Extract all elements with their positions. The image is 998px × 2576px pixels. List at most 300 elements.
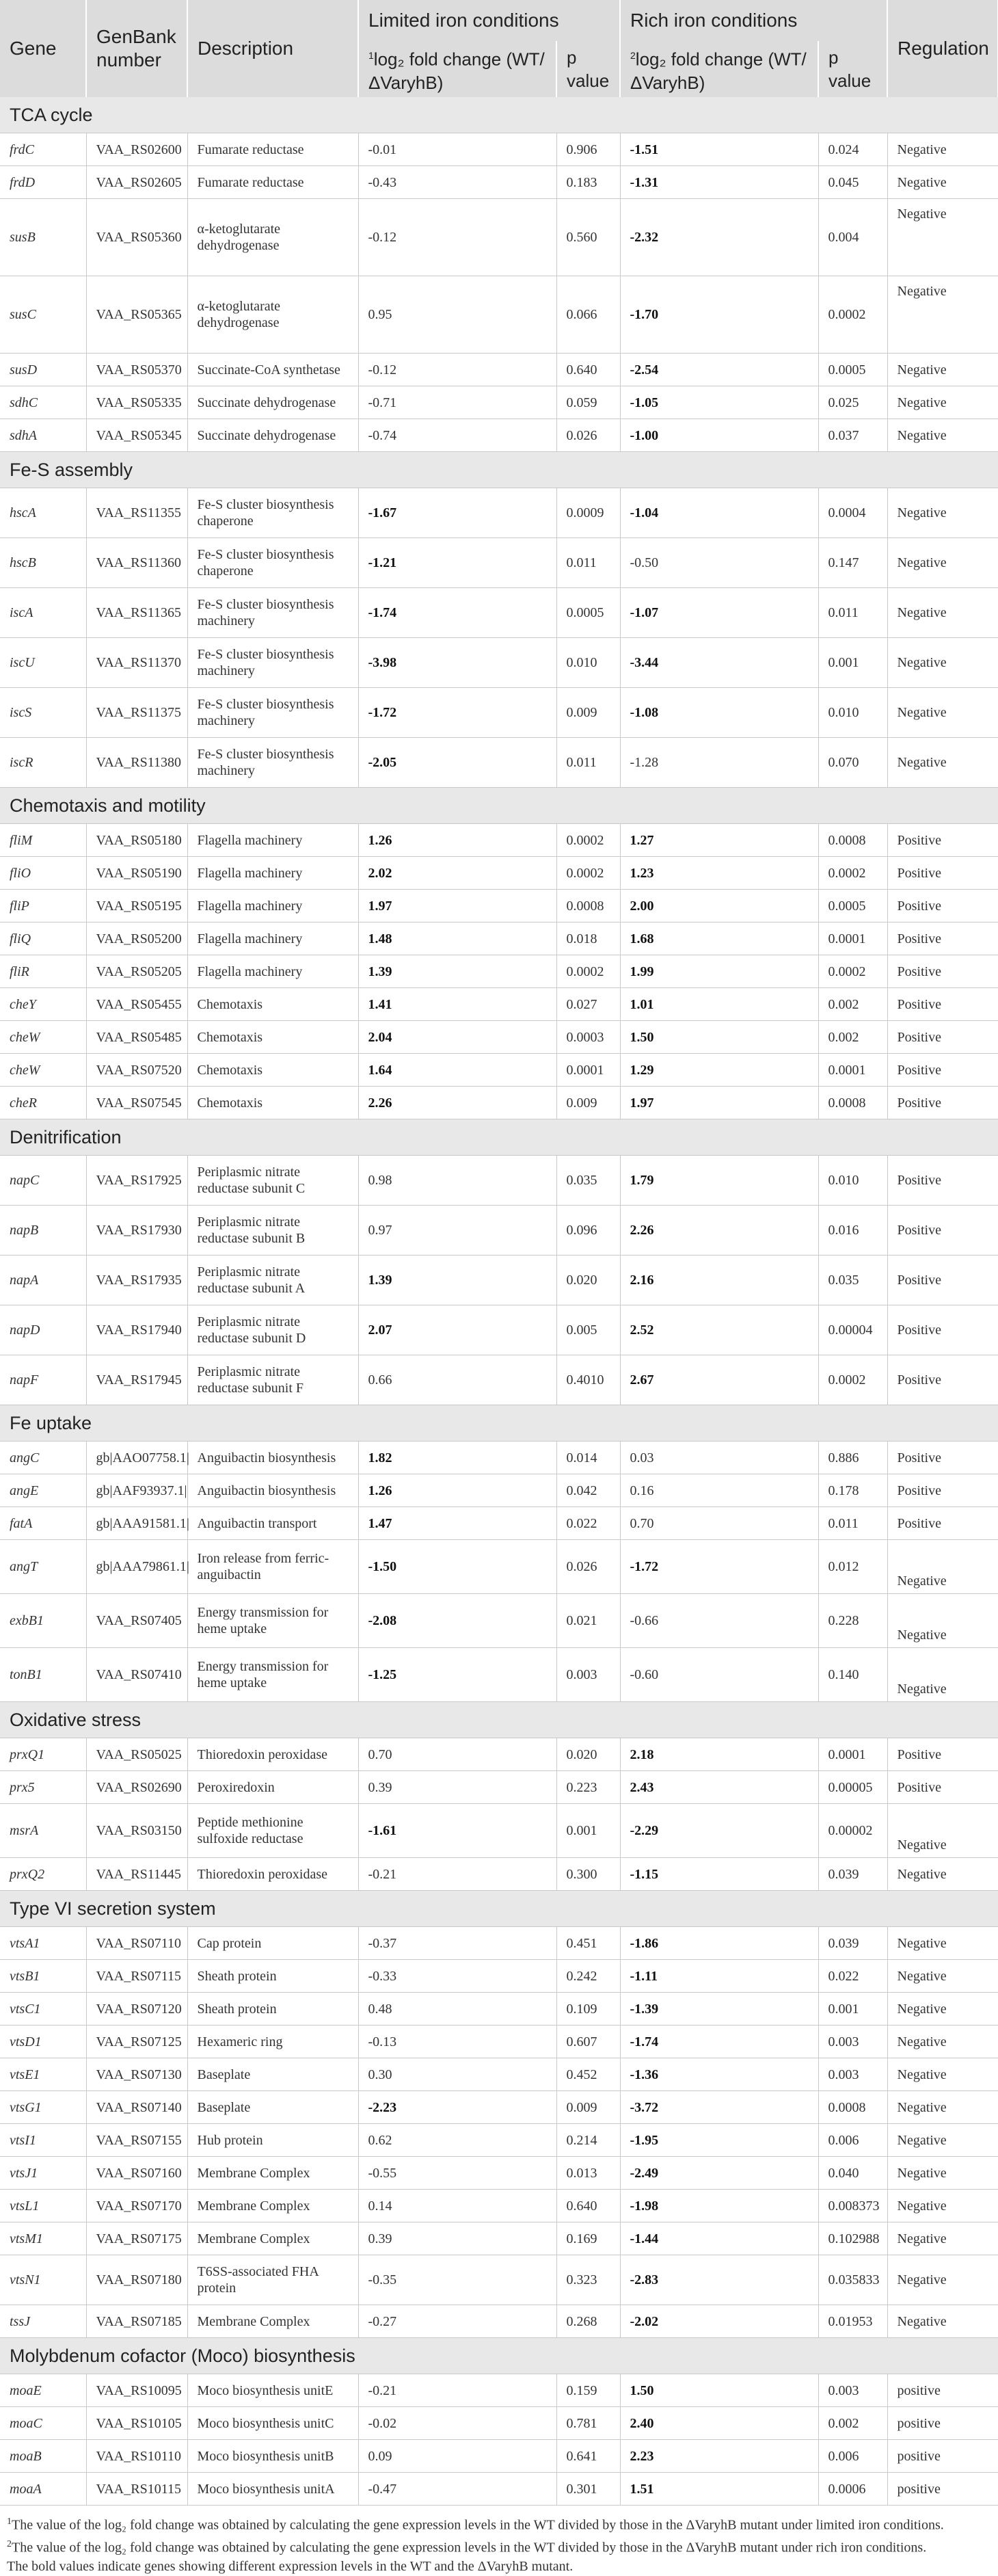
limited-fold-change-cell: 0.95 [358, 276, 556, 354]
genbank-cell: VAA_RS11375 [86, 688, 187, 738]
limited-fold-change-cell: -0.43 [358, 166, 556, 199]
gene-cell: vtsB1 [0, 1960, 86, 1993]
limited-p-value-cell: 0.242 [556, 1960, 620, 1993]
gene-cell: susB [0, 199, 86, 276]
rich-p-value-cell: 0.010 [818, 688, 887, 738]
limited-p-value-cell: 0.009 [556, 1087, 620, 1119]
limited-fold-change-cell: -1.25 [358, 1648, 556, 1702]
rich-fold-change-cell: 1.50 [620, 2374, 818, 2407]
gene-cell: angT [0, 1540, 86, 1594]
section-header [0, 1405, 998, 1442]
table-row [0, 1087, 998, 1119]
section-title: TCA cycle [0, 97, 998, 133]
limited-fold-change-cell: 1.97 [358, 890, 556, 922]
description-cell: Energy transmission for heme uptake [187, 1648, 358, 1702]
table-row [0, 1355, 998, 1405]
limited-fold-change-cell: 0.14 [358, 2190, 556, 2222]
limited-fold-change-cell: 0.66 [358, 1355, 556, 1405]
limited-p-value-cell: 0.214 [556, 2124, 620, 2157]
gene-cell: susD [0, 354, 86, 386]
limited-fold-change-cell: -2.08 [358, 1594, 556, 1648]
limited-fold-change-cell: 1.64 [358, 1054, 556, 1087]
gene-cell: prxQ2 [0, 1858, 86, 1891]
limited-p-value-cell: 0.109 [556, 1993, 620, 2026]
regulation-cell: Positive [887, 824, 998, 857]
regulation-cell: Positive [887, 1771, 998, 1804]
genbank-cell: gb|AAA79861.1| [86, 1540, 187, 1594]
rich-fold-change-cell: 2.18 [620, 1738, 818, 1771]
description-cell: Membrane Complex [187, 2190, 358, 2222]
rich-p-value-cell: 0.0002 [818, 1355, 887, 1405]
limited-p-value-cell: 0.013 [556, 2157, 620, 2190]
limited-p-value-cell: 0.020 [556, 1738, 620, 1771]
limited-p-value-cell: 0.0005 [556, 588, 620, 638]
genbank-cell: VAA_RS10110 [86, 2440, 187, 2473]
rich-p-value-cell: 0.002 [818, 1021, 887, 1054]
rich-p-value-cell: 0.0004 [818, 488, 887, 538]
limited-p-value-cell: 0.059 [556, 386, 620, 419]
rich-p-value-cell: 0.002 [818, 2407, 887, 2440]
rich-p-value-cell: 0.0008 [818, 1087, 887, 1119]
section-header [0, 1119, 998, 1156]
regulation-cell: Negative [887, 1648, 998, 1702]
gene-cell: angE [0, 1474, 86, 1507]
rich-fold-change-cell: 2.00 [620, 890, 818, 922]
regulation-cell: Negative [887, 488, 998, 538]
gene-cell: vtsA1 [0, 1927, 86, 1960]
gene-cell: iscA [0, 588, 86, 638]
limited-fold-change-cell: 1.39 [358, 1256, 556, 1305]
gene-cell: frdC [0, 133, 86, 166]
limited-fold-change-cell: -0.13 [358, 2026, 556, 2058]
limited-fold-change-cell: 0.97 [358, 1206, 556, 1256]
section-title: Fe uptake [0, 1405, 998, 1442]
description-cell: Chemotaxis [187, 1054, 358, 1087]
rich-p-value-cell: 0.004 [818, 199, 887, 276]
regulation-cell: Positive [887, 857, 998, 890]
genbank-cell: VAA_RS05485 [86, 1021, 187, 1054]
gene-cell: napD [0, 1305, 86, 1355]
header-limited-fold-change: $^1$log₂ fold change (WT/ΔVaryhB) [358, 41, 556, 97]
limited-p-value-cell: 0.159 [556, 2374, 620, 2407]
table-row [0, 133, 998, 166]
table-row [0, 538, 998, 588]
description-cell: Hub protein [187, 2124, 358, 2157]
regulation-cell: Negative [887, 2026, 998, 2058]
rich-p-value-cell: 0.102988 [818, 2222, 887, 2255]
gene-cell: cheW [0, 1054, 86, 1087]
description-cell: Iron release from ferric-anguibactin [187, 1540, 358, 1594]
genbank-cell: VAA_RS17945 [86, 1355, 187, 1405]
description-cell: Moco biosynthesis unitC [187, 2407, 358, 2440]
gene-cell: vtsI1 [0, 2124, 86, 2157]
genbank-cell: VAA_RS11365 [86, 588, 187, 638]
genbank-cell: VAA_RS07170 [86, 2190, 187, 2222]
table-row [0, 1804, 998, 1858]
rich-fold-change-cell: -3.72 [620, 2091, 818, 2124]
regulation-cell: Negative [887, 166, 998, 199]
gene-cell: napB [0, 1206, 86, 1256]
description-cell: Periplasmic nitrate reductase subunit B [187, 1206, 358, 1256]
limited-fold-change-cell: -0.71 [358, 386, 556, 419]
rich-p-value-cell: 0.037 [818, 419, 887, 452]
gene-cell: vtsN1 [0, 2255, 86, 2305]
header-genbank: GenBank number [86, 0, 187, 97]
genbank-cell: VAA_RS17935 [86, 1256, 187, 1305]
limited-fold-change-cell: -1.50 [358, 1540, 556, 1594]
genbank-cell: gb|AAO07758.1| [86, 1442, 187, 1474]
regulation-cell: Positive [887, 1442, 998, 1474]
regulation-cell: Negative [887, 738, 998, 788]
footnote: $^1$The value of the log₂ fold change was obtained by calculating the gene expression levels in the WT divided by those in the ΔVaryhB mutant under limited iron conditions. [7, 2517, 944, 2533]
description-cell: Flagella machinery [187, 955, 358, 988]
regulation-cell: Positive [887, 1305, 998, 1355]
rich-fold-change-cell: -1.15 [620, 1858, 818, 1891]
description-cell: Peptide methionine sulfoxide reductase [187, 1804, 358, 1858]
description-cell: Thioredoxin peroxidase [187, 1858, 358, 1891]
table-row [0, 1993, 998, 2026]
description-cell: Hexameric ring [187, 2026, 358, 2058]
table-row [0, 166, 998, 199]
rich-fold-change-cell: 1.29 [620, 1054, 818, 1087]
rich-fold-change-cell: -1.11 [620, 1960, 818, 1993]
description-cell: Baseplate [187, 2091, 358, 2124]
limited-p-value-cell: 0.300 [556, 1858, 620, 1891]
rich-p-value-cell: 0.040 [818, 2157, 887, 2190]
genbank-cell: VAA_RS17930 [86, 1206, 187, 1256]
table-row [0, 955, 998, 988]
limited-p-value-cell: 0.011 [556, 738, 620, 788]
header-gene: Gene [0, 0, 86, 97]
description-cell: Flagella machinery [187, 857, 358, 890]
genbank-cell: VAA_RS17925 [86, 1156, 187, 1206]
rich-p-value-cell: 0.024 [818, 133, 887, 166]
limited-fold-change-cell: 1.47 [358, 1507, 556, 1540]
limited-fold-change-cell: -0.33 [358, 1960, 556, 1993]
rich-p-value-cell: 0.001 [818, 638, 887, 688]
limited-p-value-cell: 0.451 [556, 1927, 620, 1960]
gene-cell: susC [0, 276, 86, 354]
description-cell: Periplasmic nitrate reductase subunit F [187, 1355, 358, 1405]
description-cell: Baseplate [187, 2058, 358, 2091]
limited-fold-change-cell: 0.70 [358, 1738, 556, 1771]
regulation-cell: positive [887, 2374, 998, 2407]
rich-p-value-cell: 0.0001 [818, 922, 887, 955]
description-cell: Fe-S cluster biosynthesis machinery [187, 688, 358, 738]
regulation-cell: Negative [887, 133, 998, 166]
limited-fold-change-cell: 0.98 [358, 1156, 556, 1206]
regulation-cell: positive [887, 2473, 998, 2506]
section-header [0, 1702, 998, 1738]
table-row [0, 824, 998, 857]
description-cell: Membrane Complex [187, 2305, 358, 2338]
gene-cell: fliQ [0, 922, 86, 955]
rich-p-value-cell: 0.008373 [818, 2190, 887, 2222]
gene-cell: prx5 [0, 1771, 86, 1804]
limited-fold-change-cell: -0.74 [358, 419, 556, 452]
rich-fold-change-cell: -2.54 [620, 354, 818, 386]
gene-cell: cheY [0, 988, 86, 1021]
rich-p-value-cell: 0.011 [818, 1507, 887, 1540]
genbank-cell: VAA_RS03150 [86, 1804, 187, 1858]
rich-fold-change-cell: 1.79 [620, 1156, 818, 1206]
rich-fold-change-cell: 2.23 [620, 2440, 818, 2473]
gene-cell: angC [0, 1442, 86, 1474]
limited-fold-change-cell: -0.12 [358, 354, 556, 386]
genbank-cell: VAA_RS07115 [86, 1960, 187, 1993]
rich-fold-change-cell: -2.02 [620, 2305, 818, 2338]
rich-fold-change-cell: 0.70 [620, 1507, 818, 1540]
gene-cell: vtsG1 [0, 2091, 86, 2124]
table-row [0, 276, 998, 354]
description-cell: Flagella machinery [187, 824, 358, 857]
description-cell: Moco biosynthesis unitE [187, 2374, 358, 2407]
genbank-cell: VAA_RS07175 [86, 2222, 187, 2255]
rich-fold-change-cell: -0.50 [620, 538, 818, 588]
limited-p-value-cell: 0.607 [556, 2026, 620, 2058]
gene-cell: cheW [0, 1021, 86, 1054]
limited-fold-change-cell: 1.48 [358, 922, 556, 955]
limited-fold-change-cell: 1.39 [358, 955, 556, 988]
description-cell: Fe-S cluster biosynthesis machinery [187, 588, 358, 638]
rich-fold-change-cell: 1.99 [620, 955, 818, 988]
rich-fold-change-cell: -2.29 [620, 1804, 818, 1858]
limited-fold-change-cell: -3.98 [358, 638, 556, 688]
genbank-cell: VAA_RS07185 [86, 2305, 187, 2338]
table-row [0, 386, 998, 419]
limited-p-value-cell: 0.009 [556, 688, 620, 738]
limited-fold-change-cell: 1.26 [358, 1474, 556, 1507]
rich-p-value-cell: 0.011 [818, 588, 887, 638]
genbank-cell: gb|AAF93937.1| [86, 1474, 187, 1507]
rich-p-value-cell: 0.045 [818, 166, 887, 199]
limited-fold-change-cell: 1.41 [358, 988, 556, 1021]
rich-fold-change-cell: -1.39 [620, 1993, 818, 2026]
section-header [0, 452, 998, 488]
limited-p-value-cell: 0.0003 [556, 1021, 620, 1054]
description-cell: Succinate-CoA synthetase [187, 354, 358, 386]
genbank-cell: VAA_RS05345 [86, 419, 187, 452]
genbank-cell: VAA_RS11445 [86, 1858, 187, 1891]
rich-p-value-cell: 0.039 [818, 1858, 887, 1891]
description-cell: Thioredoxin peroxidase [187, 1738, 358, 1771]
footnote: $^2$The value of the log₂ fold change was obtained by calculating the gene expression levels in the WT divided by those in the ΔVaryhB mutant under rich iron conditions. [7, 2538, 927, 2555]
genbank-cell: VAA_RS07180 [86, 2255, 187, 2305]
gene-cell: prxQ1 [0, 1738, 86, 1771]
rich-fold-change-cell: -1.28 [620, 738, 818, 788]
limited-fold-change-cell: 0.09 [358, 2440, 556, 2473]
rich-p-value-cell: 0.0005 [818, 890, 887, 922]
table-row [0, 1474, 998, 1507]
gene-cell: tssJ [0, 2305, 86, 2338]
limited-fold-change-cell: -0.02 [358, 2407, 556, 2440]
description-cell: Chemotaxis [187, 988, 358, 1021]
table-row [0, 1054, 998, 1087]
rich-p-value-cell: 0.022 [818, 1960, 887, 1993]
gene-cell: hscB [0, 538, 86, 588]
rich-p-value-cell: 0.003 [818, 2058, 887, 2091]
rich-p-value-cell: 0.003 [818, 2374, 887, 2407]
table-row [0, 2407, 998, 2440]
table-row [0, 2222, 998, 2255]
description-cell: Fe-S cluster biosynthesis chaperone [187, 538, 358, 588]
genbank-cell: VAA_RS07545 [86, 1087, 187, 1119]
rich-p-value-cell: 0.886 [818, 1442, 887, 1474]
section-header [0, 788, 998, 824]
limited-fold-change-cell: -1.67 [358, 488, 556, 538]
genbank-cell: VAA_RS11380 [86, 738, 187, 788]
rich-p-value-cell: 0.070 [818, 738, 887, 788]
description-cell: Periplasmic nitrate reductase subunit D [187, 1305, 358, 1355]
table-row [0, 2091, 998, 2124]
description-cell: Cap protein [187, 1927, 358, 1960]
limited-p-value-cell: 0.183 [556, 166, 620, 199]
regulation-cell: Negative [887, 276, 998, 354]
table-row [0, 2190, 998, 2222]
limited-fold-change-cell: -1.74 [358, 588, 556, 638]
rich-fold-change-cell: -1.74 [620, 2026, 818, 2058]
genbank-cell: gb|AAA91581.1| [86, 1507, 187, 1540]
rich-p-value-cell: 0.001 [818, 1993, 887, 2026]
section-title: Chemotaxis and motility [0, 788, 998, 824]
rich-fold-change-cell: -2.83 [620, 2255, 818, 2305]
gene-cell: napF [0, 1355, 86, 1405]
rich-p-value-cell: 0.012 [818, 1540, 887, 1594]
table-row [0, 354, 998, 386]
rich-fold-change-cell: 2.52 [620, 1305, 818, 1355]
header-rich-p-value: p value [818, 41, 887, 97]
limited-p-value-cell: 0.640 [556, 2190, 620, 2222]
table-row [0, 2305, 998, 2338]
regulation-cell: positive [887, 2407, 998, 2440]
description-cell: Anguibactin biosynthesis [187, 1442, 358, 1474]
genbank-cell: VAA_RS05205 [86, 955, 187, 988]
table-row [0, 1442, 998, 1474]
rich-fold-change-cell: 2.16 [620, 1256, 818, 1305]
rich-p-value-cell: 0.006 [818, 2440, 887, 2473]
description-cell: Flagella machinery [187, 922, 358, 955]
rich-fold-change-cell: -1.31 [620, 166, 818, 199]
description-cell: Membrane Complex [187, 2222, 358, 2255]
gene-cell: msrA [0, 1804, 86, 1858]
genbank-cell: VAA_RS11360 [86, 538, 187, 588]
rich-fold-change-cell: 1.51 [620, 2473, 818, 2506]
gene-cell: napA [0, 1256, 86, 1305]
rich-fold-change-cell: 0.03 [620, 1442, 818, 1474]
gene-cell: fatA [0, 1507, 86, 1540]
limited-fold-change-cell: -0.47 [358, 2473, 556, 2506]
description-cell: Moco biosynthesis unitB [187, 2440, 358, 2473]
regulation-cell: Positive [887, 890, 998, 922]
header-regulation: Regulation [887, 0, 998, 97]
description-cell: Succinate dehydrogenase [187, 419, 358, 452]
limited-p-value-cell: 0.906 [556, 133, 620, 166]
rich-p-value-cell: 0.0001 [818, 1738, 887, 1771]
table-row [0, 922, 998, 955]
rich-fold-change-cell: -1.07 [620, 588, 818, 638]
rich-fold-change-cell: -0.66 [620, 1594, 818, 1648]
genbank-cell: VAA_RS02605 [86, 166, 187, 199]
section-header [0, 97, 998, 133]
regulation-cell: Negative [887, 2058, 998, 2091]
rich-fold-change-cell: 1.68 [620, 922, 818, 955]
limited-p-value-cell: 0.027 [556, 988, 620, 1021]
regulation-cell: Positive [887, 988, 998, 1021]
limited-p-value-cell: 0.781 [556, 2407, 620, 2440]
rich-p-value-cell: 0.140 [818, 1648, 887, 1702]
limited-p-value-cell: 0.020 [556, 1256, 620, 1305]
description-cell: Membrane Complex [187, 2157, 358, 2190]
regulation-cell: Negative [887, 1960, 998, 1993]
genbank-cell: VAA_RS02600 [86, 133, 187, 166]
genbank-cell: VAA_RS07405 [86, 1594, 187, 1648]
rich-p-value-cell: 0.010 [818, 1156, 887, 1206]
table-row [0, 1771, 998, 1804]
gene-cell: fliO [0, 857, 86, 890]
gene-cell: vtsJ1 [0, 2157, 86, 2190]
genbank-cell: VAA_RS17940 [86, 1305, 187, 1355]
regulation-cell: Negative [887, 354, 998, 386]
gene-cell: vtsL1 [0, 2190, 86, 2222]
section-title: Denitrification [0, 1119, 998, 1156]
limited-p-value-cell: 0.0002 [556, 857, 620, 890]
genbank-cell: VAA_RS07520 [86, 1054, 187, 1087]
limited-p-value-cell: 0.066 [556, 276, 620, 354]
genbank-cell: VAA_RS02690 [86, 1771, 187, 1804]
regulation-cell: Positive [887, 1355, 998, 1405]
regulation-cell: Positive [887, 955, 998, 988]
table-row [0, 588, 998, 638]
genbank-cell: VAA_RS05195 [86, 890, 187, 922]
section-title: Type VI secretion system [0, 1891, 998, 1927]
description-cell: α-ketoglutarate dehydrogenase [187, 276, 358, 354]
table-row [0, 2124, 998, 2157]
description-cell: Energy transmission for heme uptake [187, 1594, 358, 1648]
description-cell: T6SS-associated FHA protein [187, 2255, 358, 2305]
rich-fold-change-cell: 1.50 [620, 1021, 818, 1054]
table-row [0, 2058, 998, 2091]
regulation-cell: Positive [887, 1087, 998, 1119]
gene-cell: vtsD1 [0, 2026, 86, 2058]
rich-fold-change-cell: 1.27 [620, 824, 818, 857]
rich-p-value-cell: 0.035 [818, 1256, 887, 1305]
genbank-cell: VAA_RS05335 [86, 386, 187, 419]
limited-fold-change-cell: -0.35 [358, 2255, 556, 2305]
limited-p-value-cell: 0.035 [556, 1156, 620, 1206]
genbank-cell: VAA_RS07125 [86, 2026, 187, 2058]
limited-p-value-cell: 0.022 [556, 1507, 620, 1540]
regulation-cell: Negative [887, 538, 998, 588]
genbank-cell: VAA_RS05370 [86, 354, 187, 386]
rich-p-value-cell: 0.0008 [818, 824, 887, 857]
regulation-cell: Negative [887, 1804, 998, 1858]
table-row [0, 1156, 998, 1206]
limited-p-value-cell: 0.001 [556, 1804, 620, 1858]
table-row [0, 1738, 998, 1771]
description-cell: Fumarate reductase [187, 133, 358, 166]
table-row [0, 1256, 998, 1305]
genbank-cell: VAA_RS07140 [86, 2091, 187, 2124]
regulation-cell: Negative [887, 386, 998, 419]
genbank-cell: VAA_RS07410 [86, 1648, 187, 1702]
genbank-cell: VAA_RS07155 [86, 2124, 187, 2157]
limited-p-value-cell: 0.0002 [556, 955, 620, 988]
genbank-cell: VAA_RS07120 [86, 1993, 187, 2026]
limited-fold-change-cell: -0.27 [358, 2305, 556, 2338]
rich-p-value-cell: 0.0002 [818, 276, 887, 354]
limited-p-value-cell: 0.452 [556, 2058, 620, 2091]
gene-cell: iscR [0, 738, 86, 788]
